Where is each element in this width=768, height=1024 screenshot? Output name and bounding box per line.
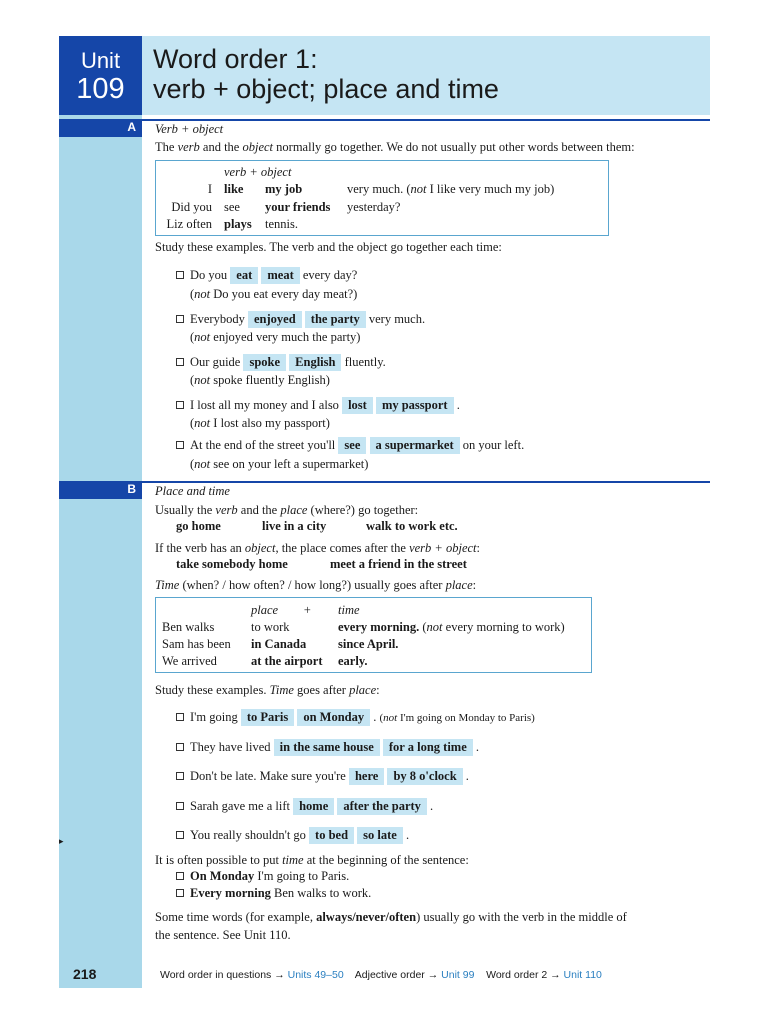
example-a1: Do you eat meat every day? [176, 267, 357, 284]
unit-badge [59, 36, 142, 115]
place-time-table [155, 597, 592, 673]
section-a-letter: A [127, 120, 136, 134]
example-a2: Everybody enjoyed the party very much. [176, 311, 425, 328]
checkbox-icon [176, 358, 184, 366]
page-title [153, 44, 499, 104]
table-a-row1-verb: like [224, 182, 244, 196]
table-b-row1-place: to work [251, 620, 290, 634]
section-b-ex4-a: On Monday I'm going to Paris. [176, 869, 349, 884]
checkbox-icon [176, 315, 184, 323]
section-b-p2: If the verb has an object, the place comes after the verb + object: [155, 541, 481, 555]
table-b-row2-subject: Sam has been [162, 637, 231, 651]
checkbox-icon [176, 802, 184, 810]
table-a-row1-subject: I [207, 182, 212, 196]
title-line-2: verb + object; place and time [153, 74, 499, 104]
example-a1-note: (not Do you eat every day meat?) [190, 287, 358, 301]
example-a3-note: (not spoke fluently English) [190, 373, 330, 387]
section-a-study: Study these examples. The verb and the object go together each time: [155, 240, 502, 254]
section-b-p3: Time (when? / how often? / how long?) usually goes after place: [155, 578, 477, 592]
table-a-row2-rest: yesterday? [347, 200, 401, 214]
example-b1: I'm going to Paris on Monday . (not I'm going on Monday to Paris) [176, 709, 535, 726]
table-a-row3-object: tennis. [265, 217, 298, 231]
section-b-p5-line1: Some time words (for example, always/never/often) usually go with the verb in the middle of [155, 910, 627, 924]
table-b-head-time: time [338, 603, 360, 617]
unit-number: 109 [76, 73, 125, 105]
table-b-row2-place: in Canada [251, 637, 307, 651]
section-b-p4: It is often possible to put time at the beginning of the sentence: [155, 853, 469, 867]
example-a4-note: (not I lost also my passport) [190, 416, 330, 430]
section-b-bar [59, 481, 142, 499]
checkbox-icon [176, 831, 184, 839]
example-b4: Sarah gave me a lift home after the party . [176, 798, 433, 815]
table-b-row3-time: early. [338, 654, 368, 668]
section-a-bar [59, 119, 142, 137]
section-b-p1: Usually the verb and the place (where?) go together: [155, 503, 419, 517]
footer-link-1[interactable]: Word order in questions → Units 49–50 [160, 969, 344, 981]
example-b3: Don't be late. Make sure you're here by 8 o'clock . [176, 768, 469, 785]
page-number: 218 [73, 966, 97, 982]
example-a5-note: (not see on your left a supermarket) [190, 457, 369, 471]
section-b-ex1-a: go home [176, 519, 221, 533]
checkbox-icon [176, 271, 184, 279]
table-a-row2-verb: see [224, 200, 240, 214]
footer-link-3[interactable]: Word order 2 → Unit 110 [486, 969, 602, 981]
checkbox-icon [176, 713, 184, 721]
bullet-mark: ▸ [59, 836, 64, 846]
left-margin-strip [59, 36, 142, 988]
section-a-intro: The verb and the object normally go together. We do not usually put other words between them: [155, 140, 635, 154]
section-b-ex2-b: meet a friend in the street [330, 557, 467, 571]
section-b-ex1-b: live in a city [262, 519, 327, 533]
example-a2-note: (not enjoyed very much the party) [190, 330, 361, 344]
checkbox-icon [176, 872, 184, 880]
example-a5: At the end of the street you'll see a supermarket on your left. [176, 437, 524, 454]
footer-cross-references [160, 969, 602, 981]
section-b-letter: B [127, 482, 136, 496]
table-a-row1-rest: very much. (not I like very much my job) [347, 182, 555, 196]
checkbox-icon [176, 401, 184, 409]
checkbox-icon [176, 441, 184, 449]
section-b-study: Study these examples. Time goes after place: [155, 683, 380, 697]
table-b-head-plus: + [303, 603, 312, 617]
footer-link-2[interactable]: Adjective order → Unit 99 [354, 969, 475, 981]
checkbox-icon [176, 889, 184, 897]
section-b-ex2-a: take somebody home [176, 557, 288, 571]
table-b-row2-time: since April. [338, 637, 399, 651]
example-a4: I lost all my money and I also lost my passport . [176, 397, 460, 414]
table-a-row2-object: your friends [265, 200, 331, 214]
table-b-row1-time: every morning. (not every morning to work) [338, 620, 565, 634]
example-b2: They have lived in the same house for a long time . [176, 739, 479, 756]
section-b-rule [142, 481, 710, 483]
example-b5: You really shouldn't go to bed so late . [176, 827, 409, 844]
section-b-p5-line2: the sentence. See Unit 110. [155, 928, 291, 942]
section-b-ex4-b: Every morning Ben walks to work. [176, 886, 371, 901]
section-a-rule [142, 119, 710, 121]
checkbox-icon [176, 743, 184, 751]
section-a-heading: Verb + object [155, 122, 224, 136]
unit-label: Unit [80, 48, 121, 73]
table-a-row3-subject: Liz often [166, 217, 212, 231]
table-a-row3-verb: plays [224, 217, 252, 231]
section-b-ex1-c: walk to work etc. [366, 519, 458, 533]
checkbox-icon [176, 772, 184, 780]
title-line-1: Word order 1: [153, 44, 318, 74]
table-b-row3-subject: We arrived [162, 654, 217, 668]
example-a3: Our guide spoke English fluently. [176, 354, 386, 371]
table-b-row1-subject: Ben walks [162, 620, 215, 634]
table-a-row1-object: my job [265, 182, 303, 196]
table-head-verb: verb + object [224, 165, 292, 179]
table-a-row2-subject: Did you [171, 200, 212, 214]
section-b-heading: Place and time [155, 484, 230, 498]
table-b-head-place: place [251, 603, 279, 617]
table-b-row3-place: at the airport [251, 654, 323, 668]
